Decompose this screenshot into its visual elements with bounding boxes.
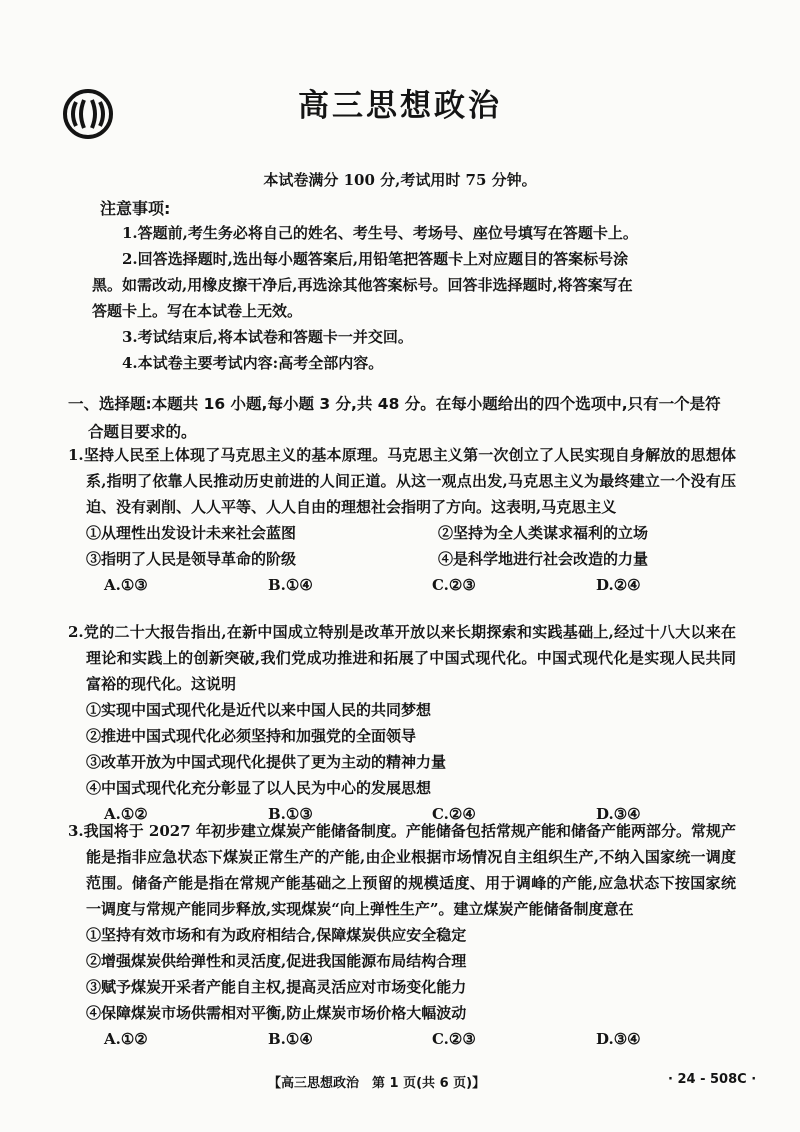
option-row xyxy=(68,520,736,546)
notice-list xyxy=(92,220,704,376)
section-heading-line: 一、选择题:本题共 16 小题,每小题 3 分,共 48 分。在每小题给出的四个选项中,只有一个是符 xyxy=(68,395,721,413)
page-title: 高三思想政治 xyxy=(298,88,502,124)
choice-d: D.③④ xyxy=(596,1030,641,1048)
choice-c: C.②④ xyxy=(432,805,476,823)
answer-choices xyxy=(68,572,736,598)
option-item: ②推进中国式现代化必须坚持和加强党的全面领导 xyxy=(86,727,417,745)
choice-c: C.②③ xyxy=(432,576,476,594)
option-item: ④中国式现代化充分彰显了以人民为中心的发展思想 xyxy=(86,779,432,797)
question-1 xyxy=(68,442,736,598)
choice-b: B.①④ xyxy=(268,1030,313,1048)
notice-item: 黑。如需改动,用橡皮擦干净后,再选涂其他答案标号。回答非选择题时,将答案写在 xyxy=(92,276,633,294)
option-item: ②增强煤炭供给弹性和灵活度,促进我国能源布局结构合理 xyxy=(86,952,467,970)
notice-item: 1.答题前,考生务必将自己的姓名、考生号、考场号、座位号填写在答题卡上。 xyxy=(122,224,638,242)
question-stem: 2.党的二十大报告指出,在新中国成立特别是改革开放以来长期探索和实践基础上,经过十八大以来在理论和实践上的创新突破,我们党成功推进和拓展了中国式现代化。中国式现代化是实现人民共同富裕的现代化。这说明 xyxy=(68,623,736,693)
question-stem: 1.坚持人民至上体现了马克思主义的基本原理。马克思主义第一次创立了人民实现自身解放的思想体系,指明了依靠人民推动历史前进的人间正道。从这一观点出发,马克思主义为最终建立一个没有压迫、没有剥削、人人平等、人人自由的理想社会指明了方向。这表明,马克思主义 xyxy=(68,446,736,516)
option-item: ①坚持有效市场和有为政府相结合,保障煤炭供应安全稳定 xyxy=(86,926,467,944)
notice-item: 2.回答选择题时,选出每小题答案后,用铅笔把答题卡上对应题目的答案标号涂 xyxy=(122,250,629,268)
notice-item: 3.考试结束后,将本试卷和答题卡一并交回。 xyxy=(122,328,413,346)
notice-item: 答题卡上。写在本试卷上无效。 xyxy=(92,302,303,320)
option-row xyxy=(68,546,736,572)
option-item: ①从理性出发设计未来社会蓝图 xyxy=(86,524,297,542)
option-item: ④是科学地进行社会改造的力量 xyxy=(438,550,649,568)
choice-b: B.①④ xyxy=(268,576,313,594)
exam-code: · 24 - 508C · xyxy=(668,1072,757,1087)
option-item: ③改革开放为中国式现代化提供了更为主动的精神力量 xyxy=(86,753,447,771)
question-2 xyxy=(68,619,736,827)
section-heading-line: 合题目要求的。 xyxy=(88,423,197,441)
question-3 xyxy=(68,818,736,1052)
page-number: 【高三思想政治 第 1 页(共 6 页)】 xyxy=(268,1076,486,1091)
choice-d: D.③④ xyxy=(596,805,641,823)
option-item: ④保障煤炭市场供需相对平衡,防止煤炭市场价格大幅波动 xyxy=(86,1004,467,1022)
option-item: ②坚持为全人类谋求福利的立场 xyxy=(438,524,649,542)
notice-item: 4.本试卷主要考试内容:高考全部内容。 xyxy=(122,354,384,372)
exam-info: 本试卷满分 100 分,考试用时 75 分钟。 xyxy=(263,171,537,189)
choice-b: B.①③ xyxy=(268,805,313,823)
choice-c: C.②③ xyxy=(432,1030,476,1048)
choice-a: A.①③ xyxy=(104,576,148,594)
choice-d: D.②④ xyxy=(596,576,641,594)
notice-heading: 注意事项: xyxy=(100,199,171,218)
section-heading xyxy=(68,390,732,446)
choice-a: A.①② xyxy=(104,805,148,823)
option-item: ③赋予煤炭开采者产能自主权,提高灵活应对市场变化能力 xyxy=(86,978,467,996)
answer-choices xyxy=(68,1026,736,1052)
question-stem: 3.我国将于 2027 年初步建立煤炭产能储备制度。产能储备包括常规产能和储备产能两部分。常规产能是指非应急状态下煤炭正常生产的产能,由企业根据市场情况自主组织生产,不纳入国家统一调度范围。储备产能是指在常规产能基础之上预留的规模适度、用于调峰的产能,应急状态下按国家统一调度与常规产能同步释放,实现煤炭“向上弹性生产”。建立煤炭产能储备制度意在 xyxy=(68,822,736,918)
option-item: ③指明了人民是领导革命的阶级 xyxy=(86,550,297,568)
choice-a: A.①② xyxy=(104,1030,148,1048)
option-item: ①实现中国式现代化是近代以来中国人民的共同梦想 xyxy=(86,701,432,719)
